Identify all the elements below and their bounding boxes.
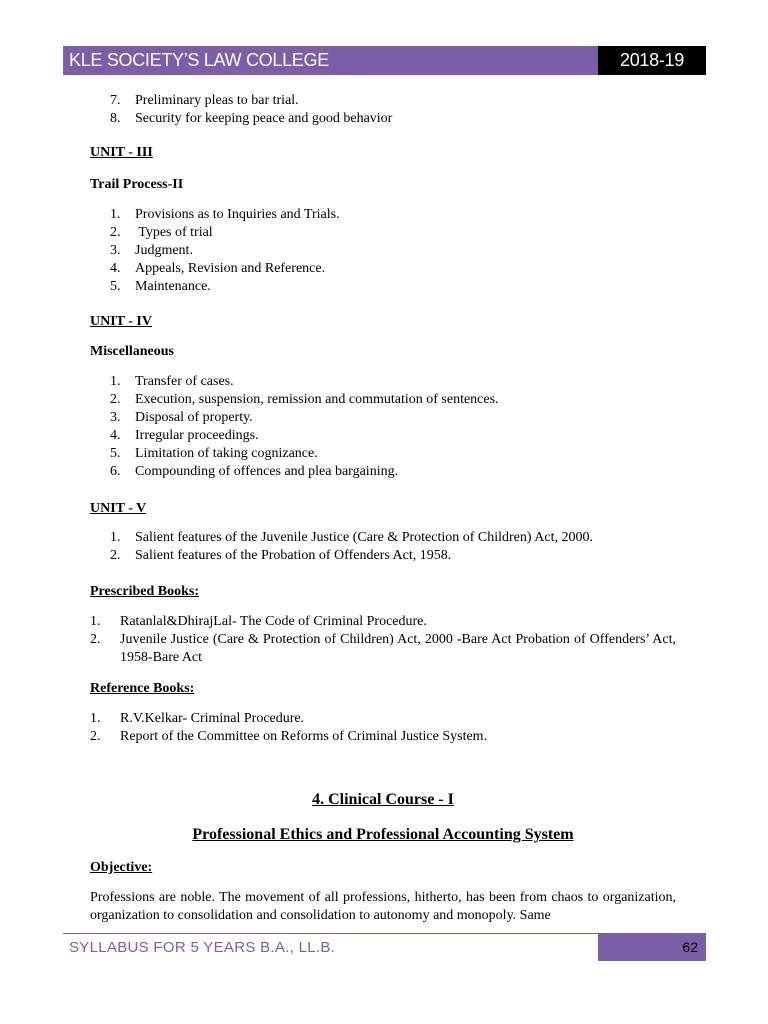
list-item-number: 2. bbox=[110, 225, 121, 240]
list-item-text: Disposal of property. bbox=[135, 410, 253, 425]
list-item bbox=[90, 242, 676, 260]
unit4-heading: UNIT - IV bbox=[90, 314, 152, 329]
list-item bbox=[90, 710, 676, 728]
list-item bbox=[90, 278, 676, 296]
list-item-text: Salient features of the Probation of Offenders Act, 1958. bbox=[135, 548, 452, 563]
header-year: 2018-19 bbox=[598, 46, 706, 75]
course-title: 4. Clinical Course - I bbox=[312, 791, 454, 808]
list-item bbox=[90, 206, 676, 224]
list-item-text: Transfer of cases. bbox=[135, 374, 234, 389]
list-item-number: 1. bbox=[110, 374, 121, 389]
page-content bbox=[90, 92, 676, 925]
list-item bbox=[90, 445, 676, 463]
list-item-number: 2. bbox=[110, 392, 121, 407]
list-item bbox=[90, 373, 676, 391]
reference-books-list bbox=[90, 710, 676, 746]
list-item-text: Ratanlal&DhirajLal- The Code of Criminal Procedure. bbox=[120, 614, 427, 629]
list-item bbox=[90, 427, 676, 445]
list-item-number: 1. bbox=[110, 530, 121, 545]
list-item-text: Judgment. bbox=[135, 243, 193, 258]
list-item-number: 5. bbox=[110, 446, 121, 461]
page-header bbox=[63, 46, 706, 75]
list-item-number: 8. bbox=[110, 111, 121, 126]
list-item bbox=[90, 409, 676, 427]
header-college-title: KLE SOCIETY’S LAW COLLEGE bbox=[63, 46, 598, 75]
list-item-number: 6. bbox=[110, 464, 121, 479]
footer-syllabus-label: SYLLABUS FOR 5 YEARS B.A., LL.B. bbox=[69, 939, 336, 956]
unit3-heading: UNIT - III bbox=[90, 145, 153, 160]
list-item-text: R.V.Kelkar- Criminal Procedure. bbox=[120, 711, 305, 726]
list-item-number: 4. bbox=[110, 428, 121, 443]
list-item-text: Maintenance. bbox=[135, 279, 211, 294]
list-item bbox=[90, 547, 676, 565]
course-subtitle: Professional Ethics and Professional Accounting System bbox=[192, 826, 574, 843]
list-item bbox=[90, 728, 676, 746]
list-item bbox=[90, 224, 676, 242]
list-item-number: 3. bbox=[110, 243, 121, 258]
list-item-text: Appeals, Revision and Reference. bbox=[135, 261, 326, 276]
list-item bbox=[90, 391, 676, 409]
list-item bbox=[90, 529, 676, 547]
list-item bbox=[90, 110, 676, 128]
unit4-list bbox=[90, 373, 676, 481]
list-item-number: 7. bbox=[110, 93, 121, 108]
reference-books-heading: Reference Books: bbox=[90, 681, 195, 696]
list-item-number: 1. bbox=[110, 207, 121, 222]
list-item-text: Juvenile Justice (Care & Protection of Children) Act, 2000 -Bare Act Probation of Offenders’ Act, 1958-Bare Act bbox=[120, 632, 676, 665]
unit3-subheading: Trail Process-II bbox=[90, 177, 184, 192]
list-item-number: 3. bbox=[110, 410, 121, 425]
unit2-tail-list bbox=[90, 92, 676, 128]
list-item-number: 2. bbox=[90, 729, 101, 744]
page-number: 62 bbox=[598, 934, 706, 961]
list-item-text: Security for keeping peace and good behavior bbox=[135, 111, 393, 126]
list-item-number: 4. bbox=[110, 261, 121, 276]
list-item-text: Types of trial bbox=[135, 225, 213, 240]
list-item-number: 2. bbox=[110, 548, 121, 563]
list-item-number: 1. bbox=[90, 614, 101, 629]
list-item-text: Report of the Committee on Reforms of Criminal Justice System. bbox=[120, 729, 488, 744]
list-item bbox=[90, 92, 676, 110]
list-item-text: Preliminary pleas to bar trial. bbox=[135, 93, 299, 108]
objective-heading: Objective: bbox=[90, 860, 153, 875]
list-item-number: 1. bbox=[90, 711, 101, 726]
unit4-subheading: Miscellaneous bbox=[90, 344, 174, 359]
list-item-number: 2. bbox=[90, 632, 101, 647]
unit5-heading: UNIT - V bbox=[90, 501, 147, 516]
page-footer bbox=[63, 933, 706, 961]
list-item bbox=[90, 463, 676, 481]
list-item bbox=[90, 631, 676, 667]
list-item bbox=[90, 260, 676, 278]
list-item-text: Provisions as to Inquiries and Trials. bbox=[135, 207, 340, 222]
unit5-list bbox=[90, 529, 676, 565]
list-item-text: Execution, suspension, remission and commutation of sentences. bbox=[135, 392, 499, 407]
prescribed-books-heading: Prescribed Books: bbox=[90, 584, 200, 599]
list-item-text: Compounding of offences and plea bargaining. bbox=[135, 464, 399, 479]
list-item-number: 5. bbox=[110, 279, 121, 294]
list-item-text: Irregular proceedings. bbox=[135, 428, 259, 443]
unit3-list bbox=[90, 206, 676, 296]
objective-paragraph: Professions are noble. The movement of all professions, hitherto, has been from chaos to organization, organization to consolidation and consolidation to autonomy and monopoly. Same bbox=[90, 890, 676, 923]
list-item-text: Limitation of taking cognizance. bbox=[135, 446, 318, 461]
list-item-text: Salient features of the Juvenile Justice (Care & Protection of Children) Act, 2000. bbox=[135, 530, 593, 545]
prescribed-books-list bbox=[90, 613, 676, 667]
list-item bbox=[90, 613, 676, 631]
